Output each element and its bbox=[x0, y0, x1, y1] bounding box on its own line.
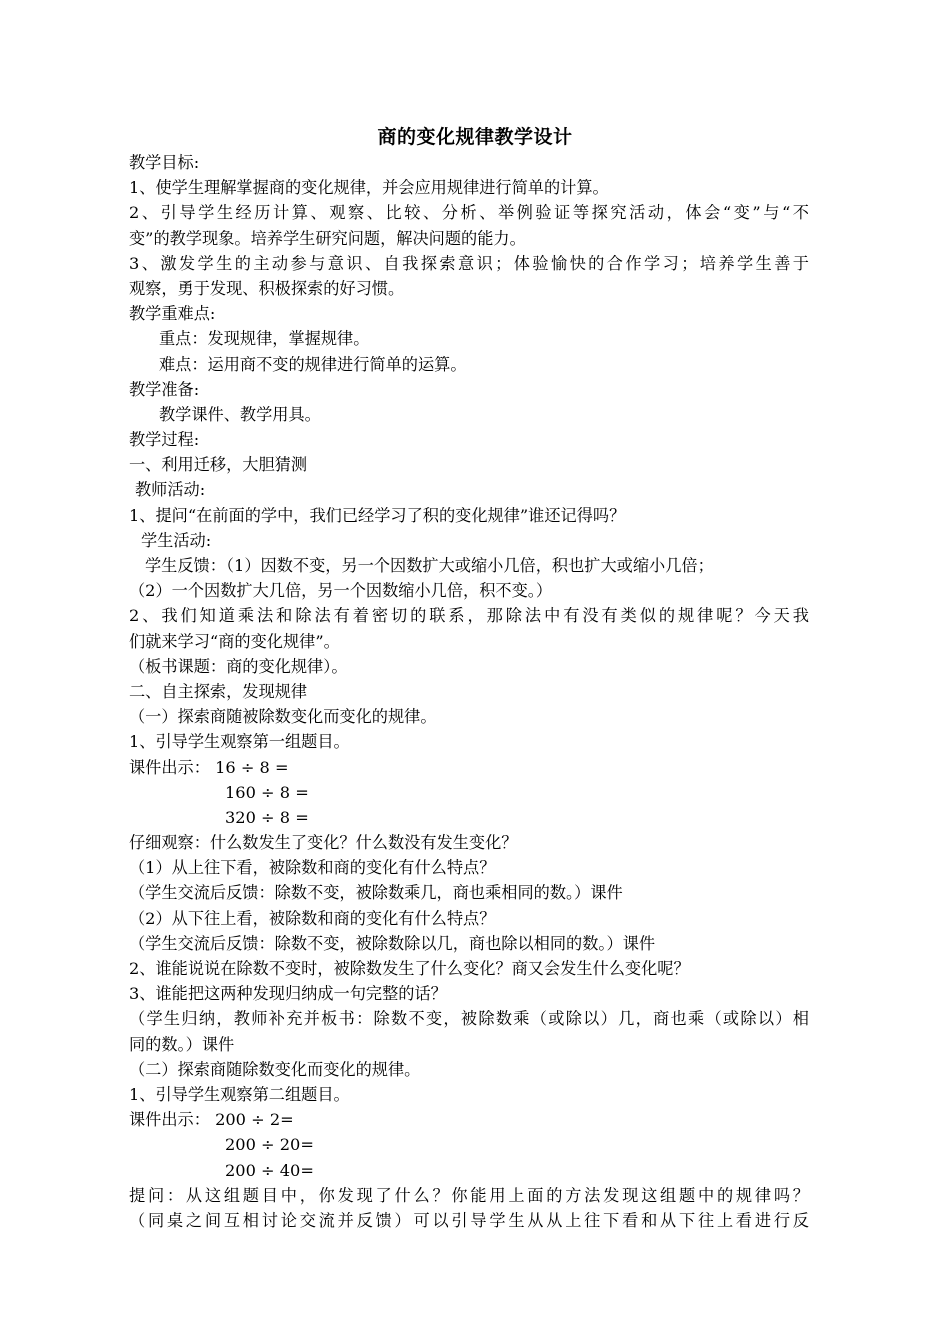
part-2-heading: 二、自主探索，发现规律 bbox=[129, 681, 308, 701]
step-1-observe-group-1: 1、引导学生观察第一组题目。 bbox=[129, 732, 350, 752]
part-1-heading: 一、利用迁移，大胆猜测 bbox=[129, 455, 308, 475]
student-activity-heading: 学生活动: bbox=[141, 530, 212, 550]
formula-group-2-row-3: 200 ÷ 40= bbox=[225, 1160, 314, 1180]
document-title: 商的变化规律教学设计 bbox=[377, 126, 573, 148]
question-2: 2、谁能说说在除数不变时，被除数发生了什么变化？商又会发生什么变化呢？ bbox=[129, 959, 690, 978]
subsection-2-heading: （二）探索商随除数变化而变化的规律。 bbox=[129, 1059, 421, 1079]
teacher-activity-heading: 教师活动: bbox=[135, 480, 206, 500]
subsection-1-heading: （一）探索商随被除数变化而变化的规律。 bbox=[129, 707, 437, 727]
section-heading-process: 教学过程: bbox=[129, 430, 200, 450]
question-bottom-up: （2）从下往上看，被除数和商的变化有什么特点？ bbox=[129, 908, 496, 928]
objective-2-line-1: 2、引导学生经历计算、观察、比较、分析、举例验证等探究活动，体会“变”与“不 bbox=[129, 203, 809, 223]
step-1-observe-group-2: 1、引导学生观察第二组题目。 bbox=[129, 1084, 350, 1104]
preparation-items: 教学课件、教学用具。 bbox=[159, 404, 321, 424]
summary-line-1: （学生归纳，教师补充并板书：除数不变，被除数乘（或除以）几，商也乘（或除以）相 bbox=[129, 1009, 809, 1029]
difficult-point: 难点：运用商不变的规律进行简单的运算。 bbox=[159, 354, 467, 374]
formula-group-1-row-2: 160 ÷ 8 = bbox=[225, 782, 309, 802]
section-heading-key-points: 教学重难点: bbox=[129, 304, 216, 324]
section-heading-objectives: 教学目标: bbox=[129, 153, 200, 172]
summary-line-2: 同的数。）课件 bbox=[129, 1034, 235, 1054]
formula-group-2-row-1: 课件出示： 200 ÷ 2= bbox=[129, 1110, 294, 1130]
objective-1: 1、使学生理解掌握商的变化规律，并会应用规律进行简单的计算。 bbox=[129, 178, 609, 198]
key-point: 重点：发现规律，掌握规律。 bbox=[159, 329, 370, 349]
question-2-line-2: 们就来学习“商的变化规律”。 bbox=[129, 631, 340, 651]
question-top-down: （1）从上往下看，被除数和商的变化有什么特点？ bbox=[129, 858, 496, 878]
formula-group-1-row-1: 课件出示： 16 ÷ 8 = bbox=[129, 757, 289, 777]
question-group-2: 提问：从这组题目中，你发现了什么？你能用上面的方法发现这组题中的规律吗？ bbox=[129, 1185, 809, 1205]
formula-group-1-row-3: 320 ÷ 8 = bbox=[225, 807, 309, 827]
formula-group-2-row-2: 200 ÷ 20= bbox=[225, 1135, 314, 1155]
student-feedback-line-1: 学生反馈：（1）因数不变，另一个因数扩大或缩小几倍，积也扩大或缩小几倍； bbox=[145, 556, 714, 575]
question-3: 3、谁能把这两种发现归纳成一句完整的话？ bbox=[129, 984, 447, 1004]
student-feedback-line-2: （2）一个因数扩大几倍，另一个因数缩小几倍，积不变。） bbox=[129, 581, 553, 601]
discussion-guidance: （同桌之间互相讨论交流并反馈）可以引导学生从从上往下看和从下往上看进行反 bbox=[129, 1210, 809, 1230]
objective-2-line-2: 变”的教学现象。培养学生研究问题，解决问题的能力。 bbox=[129, 228, 526, 248]
question-2-line-1: 2、我们知道乘法和除法有着密切的联系，那除法中有没有类似的规律呢？今天我 bbox=[129, 606, 809, 626]
question-1: 1、提问“在前面的学中，我们已经学习了积的变化规律”谁还记得吗？ bbox=[129, 505, 626, 525]
observation-question: 仔细观察：什么数发生了变化？什么数没有发生变化？ bbox=[129, 833, 518, 853]
section-heading-preparation: 教学准备: bbox=[129, 379, 200, 399]
feedback-bottom-up: （学生交流后反馈：除数不变，被除数除以几，商也除以相同的数。）课件 bbox=[129, 933, 656, 953]
board-title-note: （板书课题：商的变化规律）。 bbox=[129, 656, 348, 676]
feedback-top-down: （学生交流后反馈：除数不变，被除数乘几，商也乘相同的数。）课件 bbox=[129, 883, 623, 903]
document-body bbox=[129, 150, 809, 1233]
objective-3-line-2: 观察，勇于发现、积极探索的好习惯。 bbox=[129, 278, 405, 298]
objective-3-line-1: 3、激发学生的主动参与意识、自我探索意识；体验愉快的合作学习；培养学生善于 bbox=[129, 253, 809, 273]
